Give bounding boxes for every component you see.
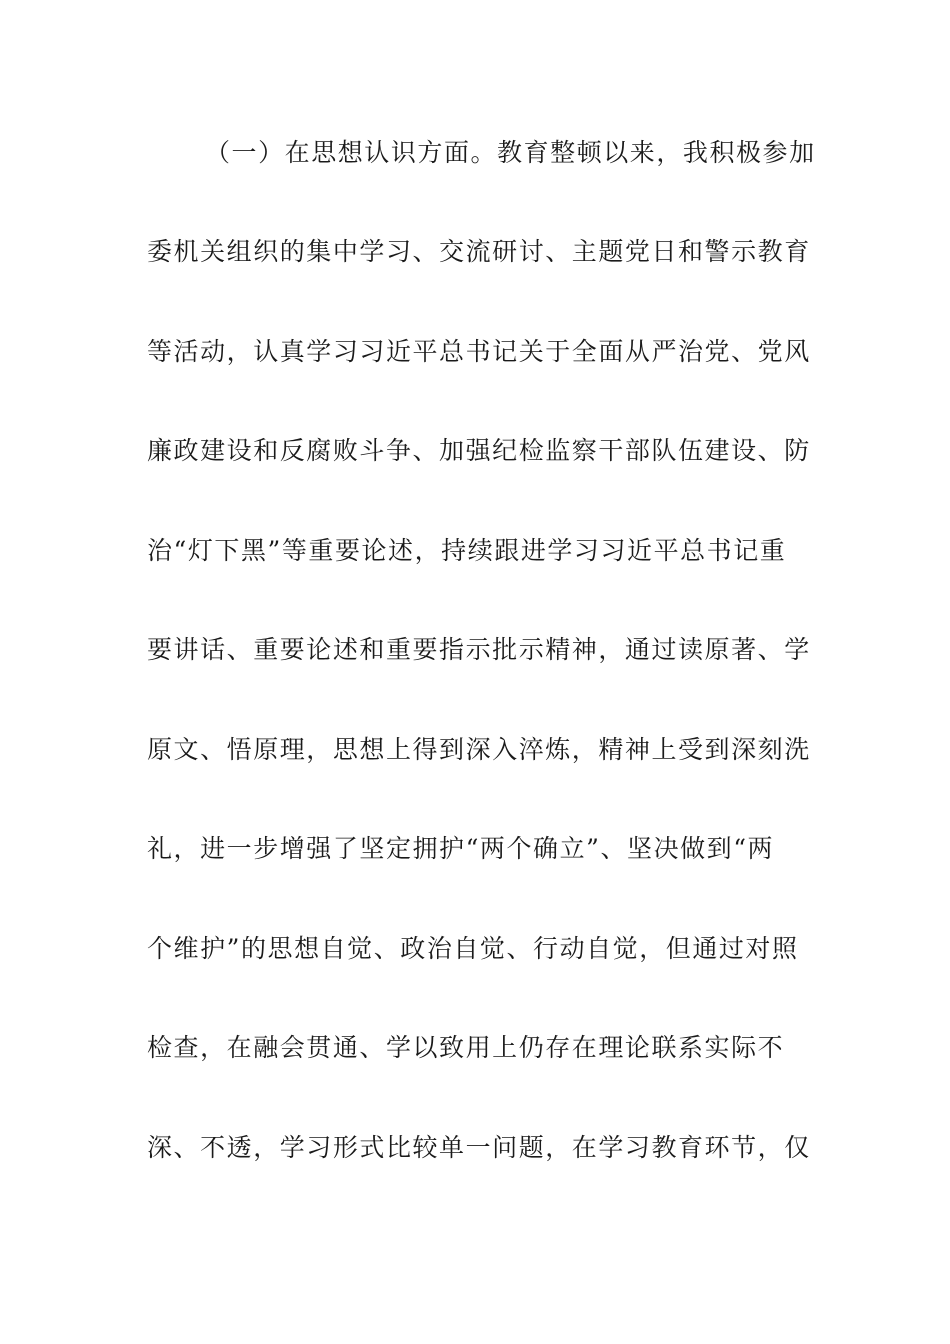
paragraph-line: 检查，在融会贯通、学以致用上仍存在理论联系实际不 (147, 1033, 785, 1062)
paragraph-line: 委机关组织的集中学习、交流研讨、主题党日和警示教育 (147, 237, 811, 266)
paragraph-line: 礼，进一步增强了坚定拥护“两个确立”、坚决做到“两 (147, 834, 775, 863)
paragraph-line: （一）在思想认识方面。教育整顿以来，我积极参加 (205, 138, 816, 167)
paragraph-line: 深、不透，学习形式比较单一问题，在学习教育环节，仅 (147, 1133, 811, 1162)
paragraph-line: 治“灯下黑”等重要论述，持续跟进学习习近平总书记重 (147, 536, 787, 565)
paragraph-line: 要讲话、重要论述和重要指示批示精神，通过读原著、学 (147, 635, 811, 664)
paragraph-line: 等活动，认真学习习近平总书记关于全面从严治党、党风 (147, 337, 811, 366)
paragraph-line: 个维护”的思想自觉、政治自觉、行动自觉，但通过对照 (147, 934, 799, 963)
paragraph-line: 廉政建设和反腐败斗争、加强纪检监察干部队伍建设、防 (147, 436, 811, 465)
paragraph-line: 原文、悟原理，思想上得到深入淬炼，精神上受到深刻洗 (147, 735, 811, 764)
